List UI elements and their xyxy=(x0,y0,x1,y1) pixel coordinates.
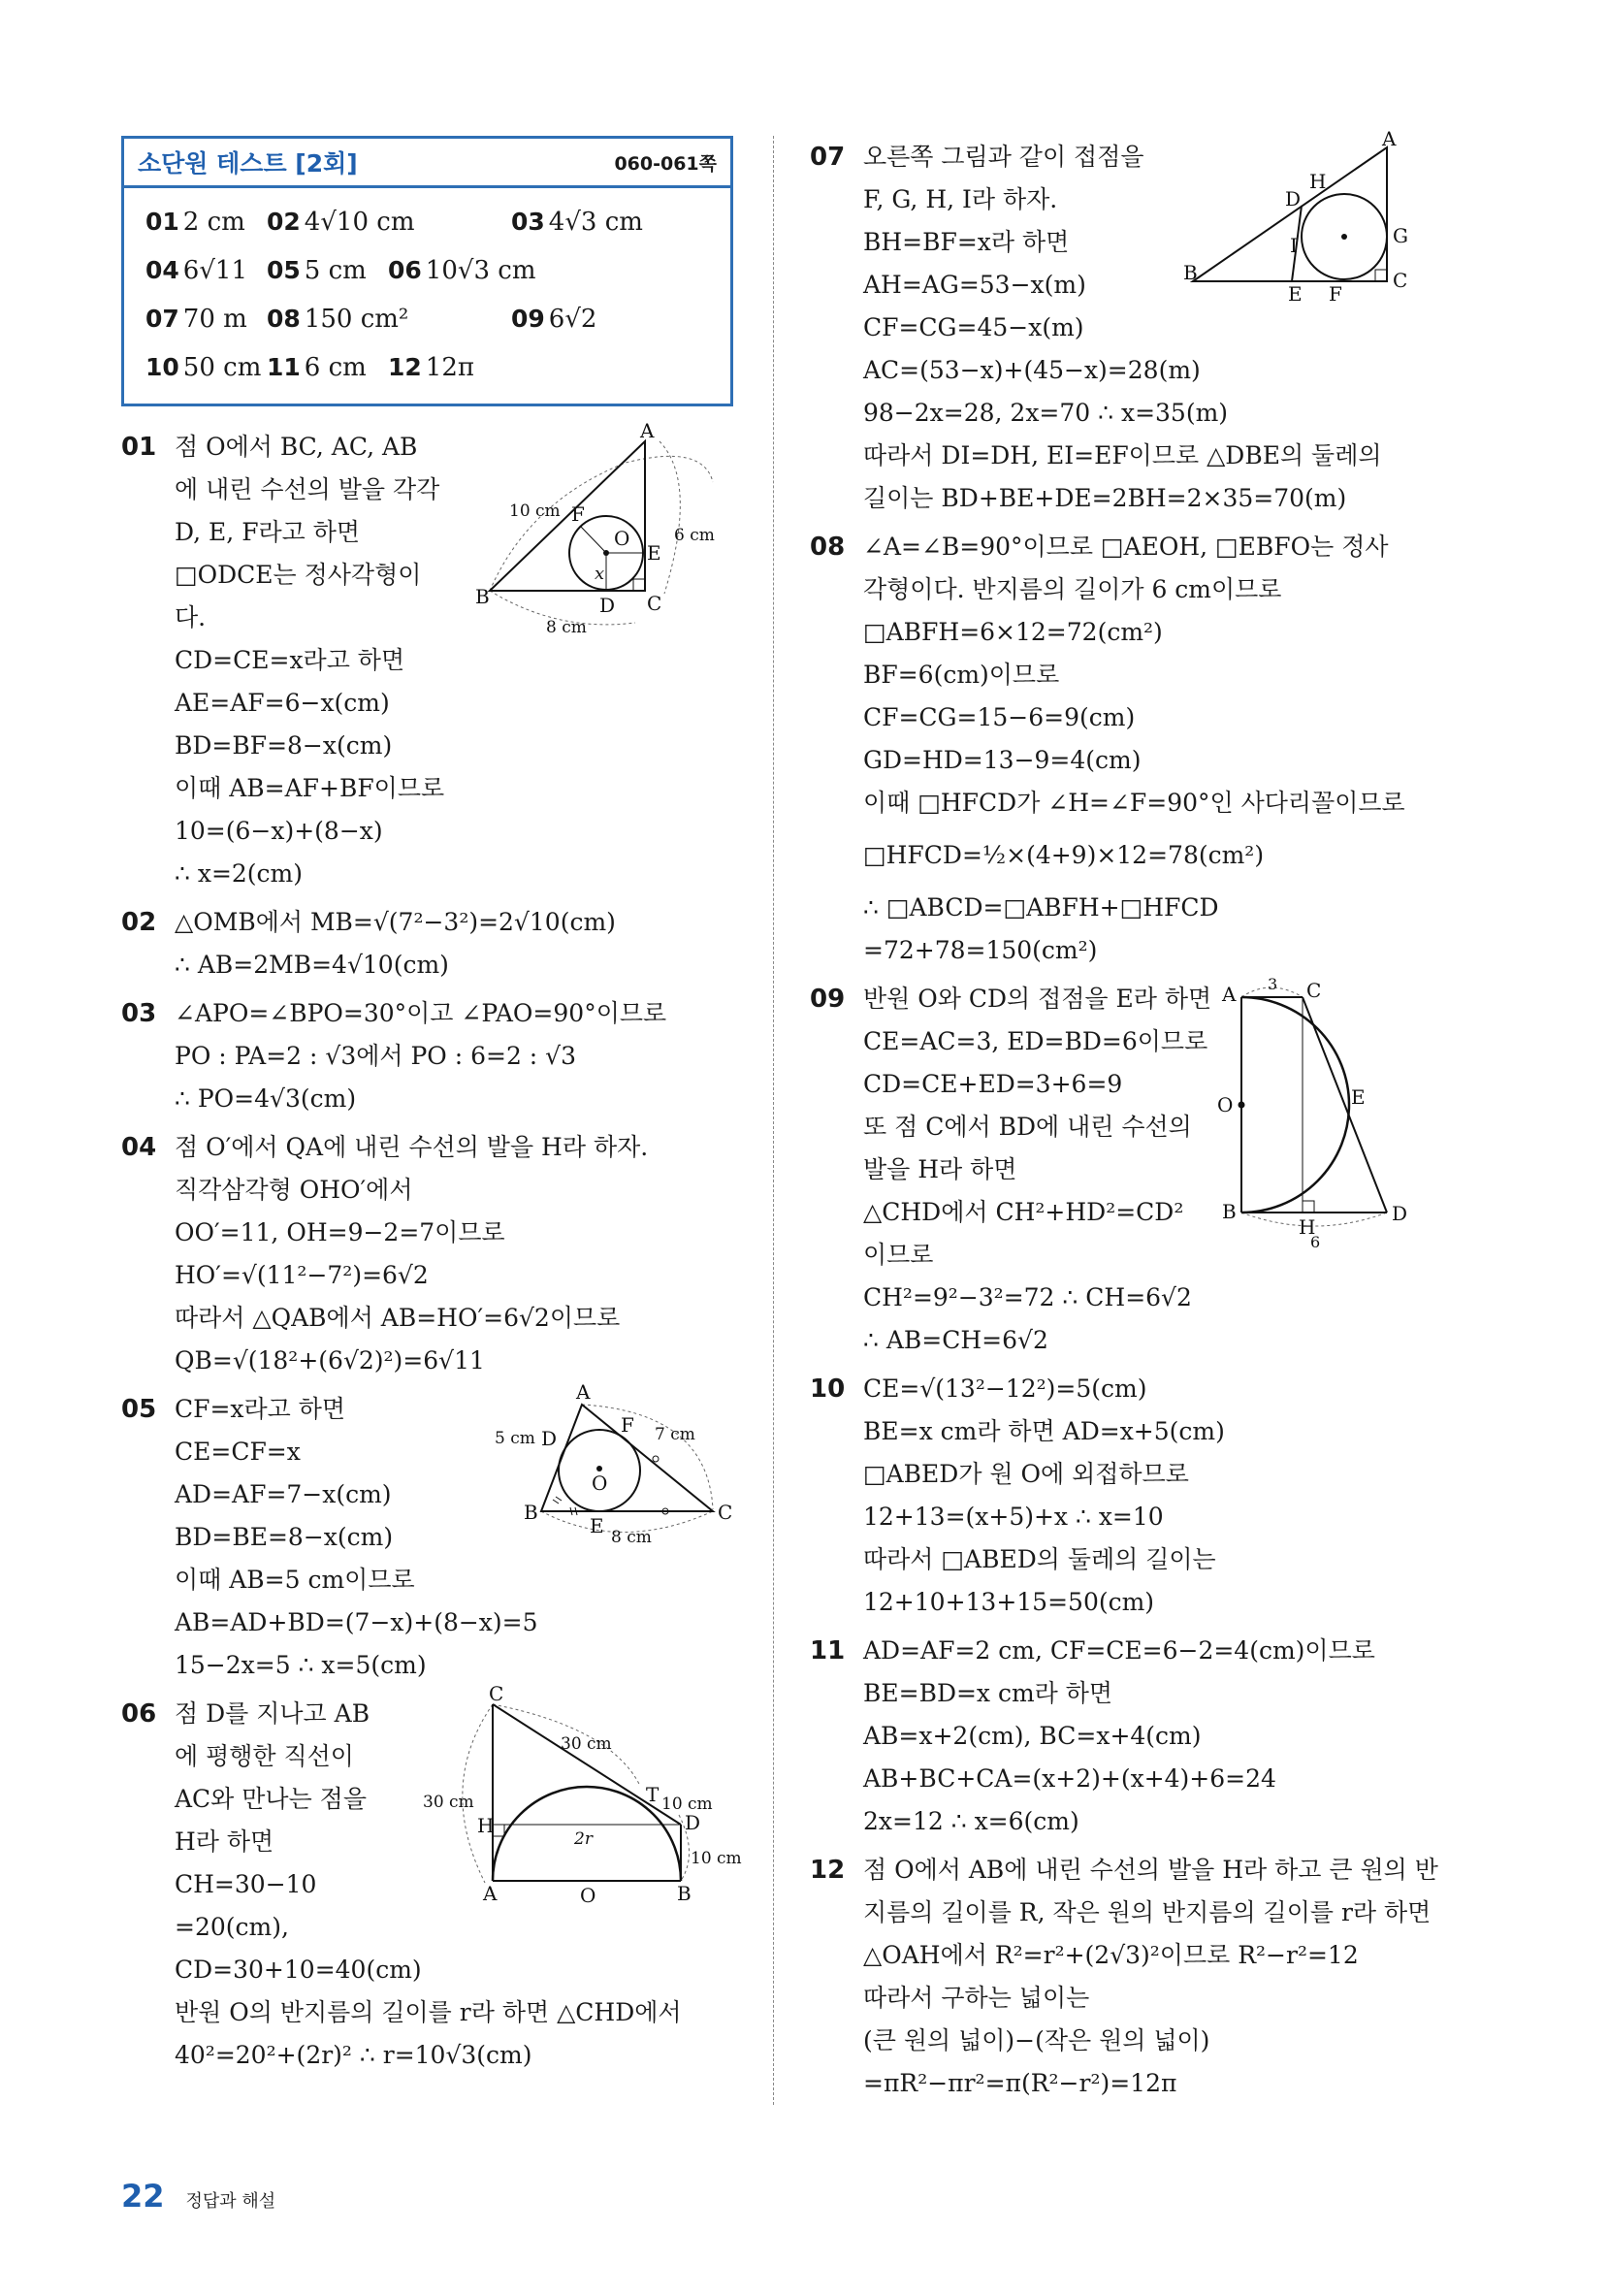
label-C: C xyxy=(1393,269,1408,292)
label-E: E xyxy=(1288,282,1303,306)
solution-line: AC=(53−x)+(45−x)=28(m) xyxy=(863,356,1201,384)
solution-line: 15−2x=5 ∴ x=5(cm) xyxy=(175,1651,427,1679)
label-C: C xyxy=(647,592,662,615)
problem-02 xyxy=(121,901,737,986)
solution-line: □ODCE는 정사각형이 xyxy=(175,561,422,589)
column-divider xyxy=(773,136,774,2105)
problem-11 xyxy=(810,1630,1435,1843)
answer-row xyxy=(145,198,717,246)
solution-line: AD=AF=2 cm, CF=CE=6−2=4(cm)이므로 xyxy=(863,1636,1375,1665)
label-F: F xyxy=(571,502,585,526)
problem-number: 09 xyxy=(810,985,846,1014)
label-B: B xyxy=(1183,261,1198,284)
solution-line: 이때 □HFCD가 ∠H=∠F=90°인 사다리꼴이므로 xyxy=(863,789,1405,817)
solution-line: 오른쪽 그림과 같이 접점을 xyxy=(863,143,1144,171)
label-ab-length: 10 cm xyxy=(509,501,561,521)
answer-row xyxy=(145,343,717,392)
label-D: D xyxy=(541,1427,558,1450)
label-E: E xyxy=(647,541,661,565)
answer-item: 07 70 m xyxy=(145,305,247,334)
solution-line: CF=x라고 하면 xyxy=(175,1395,346,1423)
solution-line: 이므로 xyxy=(863,1241,934,1269)
solution-line: F, G, H, I라 하자. xyxy=(863,185,1058,213)
problem-03 xyxy=(121,992,737,1120)
solution-line: 따라서 구하는 넓이는 xyxy=(863,1984,1090,2012)
problem-body xyxy=(863,526,1435,972)
answer-box xyxy=(121,136,733,406)
answer-grid xyxy=(124,188,730,404)
solution-line: △OMB에서 MB=√(7²−3²)=2√10(cm) xyxy=(175,908,616,936)
solution-line: OO′=11, OH=9−2=7이므로 xyxy=(175,1218,505,1246)
page-footer xyxy=(121,2178,275,2215)
answer-item: 12 12π xyxy=(388,353,474,382)
problem-05 xyxy=(121,1380,737,1687)
solution-line: =20(cm), xyxy=(175,1913,289,1941)
label-ac-length: 7 cm xyxy=(655,1425,695,1444)
label-ct-length: 30 cm xyxy=(561,1734,612,1754)
solution-line: 발을 H라 하면 xyxy=(863,1155,1017,1183)
answer-row xyxy=(145,246,717,295)
solution-line: 점 D를 지나고 AB xyxy=(175,1699,370,1728)
solution-line: BE=x cm라 하면 AD=x+5(cm) xyxy=(863,1417,1225,1445)
solution-line: ∠A=∠B=90°이므로 □AEOH, □EBFO는 정사 xyxy=(863,533,1389,561)
solution-line: ∠APO=∠BPO=30°이고 ∠PAO=90°이므로 xyxy=(175,999,667,1027)
solution-line: AE=AF=6−x(cm) xyxy=(175,689,390,717)
solution-line: □ABED가 원 O에 외접하므로 xyxy=(863,1460,1189,1488)
solution-line: CH²=9²−3²=72 ∴ CH=6√2 xyxy=(863,1283,1192,1311)
answer-box-header xyxy=(124,139,730,188)
label-A: A xyxy=(1382,127,1397,150)
solution-line: ∴ □ABCD=□ABFH+□HFCD xyxy=(863,893,1219,922)
problem-06 xyxy=(121,1682,742,2077)
solution-line: ∴ x=2(cm) xyxy=(175,859,304,888)
answer-box-title: 소단원 테스트 [2회] xyxy=(138,149,358,178)
solution-line: =πR²−πr²=π(R²−r²)=12π xyxy=(863,2069,1177,2097)
answer-row xyxy=(145,295,717,343)
answer-item: 09 6√2 xyxy=(511,305,597,334)
solution-line: 다. xyxy=(175,603,207,631)
problem-12 xyxy=(810,1849,1438,2105)
label-D: D xyxy=(599,594,616,617)
label-C: C xyxy=(718,1501,733,1524)
problem-body xyxy=(863,1368,1435,1624)
figure-01 xyxy=(470,419,737,642)
label-D: D xyxy=(1285,187,1302,210)
solution-line: AB=x+2(cm), BC=x+4(cm) xyxy=(863,1722,1202,1750)
solution-line: D, E, F라고 하면 xyxy=(175,518,361,546)
label-I: I xyxy=(1290,234,1298,257)
solution-line: □HFCD=½×(4+9)×12=78(cm²) xyxy=(863,841,1265,869)
label-O: O xyxy=(592,1471,608,1495)
problem-number: 07 xyxy=(810,143,846,172)
solution-line: BH=BF=x라 하면 xyxy=(863,228,1070,256)
label-B: B xyxy=(524,1501,538,1524)
problem-number: 10 xyxy=(810,1374,846,1404)
answer-item: 02 4√10 cm xyxy=(267,208,415,237)
problem-number: 11 xyxy=(810,1636,846,1665)
solution-line: 에 평행한 직선이 xyxy=(175,1742,354,1770)
label-H: H xyxy=(1309,170,1327,193)
answer-item: 01 2 cm xyxy=(145,208,245,237)
answer-item: 10 50 cm xyxy=(145,353,262,382)
label-x: x xyxy=(595,564,605,584)
label-E: E xyxy=(1351,1085,1366,1109)
label-bd-length: 6 xyxy=(1310,1233,1321,1251)
solution-line: 2x=12 ∴ x=6(cm) xyxy=(863,1807,1079,1835)
solution-line: AD=AF=7−x(cm) xyxy=(175,1480,392,1508)
solution-line: CD=30+10=40(cm) xyxy=(175,1956,422,1984)
label-F: F xyxy=(621,1413,634,1437)
solution-line: △OAH에서 R²=r²+(2√3)²이므로 R²−r²=12 xyxy=(863,1941,1359,1969)
left-column xyxy=(121,136,742,2077)
answer-item: 08 150 cm² xyxy=(267,305,409,334)
solution-line: CE=AC=3, ED=BD=6이므로 xyxy=(863,1027,1208,1055)
page-number: 22 xyxy=(121,2178,165,2215)
solution-line: BF=6(cm)이므로 xyxy=(863,661,1060,689)
solution-line: 따라서 DI=DH, EI=EF이므로 △DBE의 둘레의 xyxy=(863,441,1382,469)
label-D: D xyxy=(685,1811,701,1834)
label-C: C xyxy=(1306,979,1322,1002)
solution-line: 10=(6−x)+(8−x) xyxy=(175,817,383,845)
solution-line: 점 O에서 BC, AC, AB xyxy=(175,433,418,461)
problem-number: 05 xyxy=(121,1395,157,1424)
label-D: D xyxy=(1392,1202,1408,1225)
label-F: F xyxy=(1329,282,1342,306)
label-B: B xyxy=(677,1882,692,1905)
solution-line: 점 O′에서 QA에 내린 수선의 발을 H라 하자. xyxy=(175,1133,649,1161)
solution-line: 각형이다. 반지름의 길이가 6 cm이므로 xyxy=(863,575,1282,603)
solution-line: 반원 O의 반지름의 길이를 r라 하면 △CHD에서 xyxy=(175,1998,682,2026)
problem-09 xyxy=(810,975,1435,1362)
solution-line: 점 O에서 AB에 내린 수선의 발을 H라 하고 큰 원의 반 xyxy=(863,1856,1438,1884)
label-ca-length: 30 cm xyxy=(423,1793,474,1812)
solution-line: 40²=20²+(2r)² ∴ r=10√3(cm) xyxy=(175,2041,532,2069)
right-column xyxy=(810,127,1438,2105)
solution-line: 에 내린 수선의 발을 각각 xyxy=(175,475,440,503)
figure-07 xyxy=(1183,127,1421,306)
label-C: C xyxy=(489,1682,504,1705)
problem-number: 12 xyxy=(810,1856,846,1885)
solution-line: H라 하면 xyxy=(175,1827,274,1856)
problem-body xyxy=(175,992,737,1120)
label-ac-length: 6 cm xyxy=(674,526,715,545)
problem-body xyxy=(175,901,737,986)
answer-item: 05 5 cm xyxy=(267,256,367,285)
problem-04 xyxy=(121,1126,737,1382)
solution-line: 따라서 △QAB에서 AB=HO′=6√2이므로 xyxy=(175,1304,621,1332)
label-T: T xyxy=(646,1783,660,1806)
solution-line: CD=CE=x라고 하면 xyxy=(175,646,405,674)
problem-number: 03 xyxy=(121,999,157,1028)
solution-line: (큰 원의 넓이)−(작은 원의 넓이) xyxy=(863,2026,1210,2054)
label-ab-length: 5 cm xyxy=(495,1429,535,1448)
problem-number: 01 xyxy=(121,433,157,462)
answer-item: 06 10√3 cm xyxy=(388,256,536,285)
solution-line: 12+10+13+15=50(cm) xyxy=(863,1588,1155,1616)
label-db-length: 10 cm xyxy=(691,1849,742,1868)
answer-item: 04 6√11 xyxy=(145,256,247,285)
figure-06 xyxy=(417,1682,742,1907)
solution-line: BD=BE=8−x(cm) xyxy=(175,1523,394,1551)
solution-line: 이때 AB=AF+BF이므로 xyxy=(175,774,445,802)
label-bc-length: 8 cm xyxy=(611,1528,652,1547)
answer-item: 11 6 cm xyxy=(267,353,367,382)
solution-line: PO : PA=2 : √3에서 PO : 6=2 : √3 xyxy=(175,1042,577,1070)
label-H: H xyxy=(1299,1215,1316,1239)
solution-line: CD=CE+ED=3+6=9 xyxy=(863,1070,1123,1098)
solution-line: CH=30−10 xyxy=(175,1870,317,1898)
problem-number: 06 xyxy=(121,1699,157,1729)
solution-line: 직각삼각형 OHO′에서 xyxy=(175,1176,413,1204)
solution-line: BD=BF=8−x(cm) xyxy=(175,731,393,760)
solution-line: ∴ AB=2MB=4√10(cm) xyxy=(175,951,449,979)
solution-line: 지름의 길이를 R, 작은 원의 반지름의 길이를 r라 하면 xyxy=(863,1898,1432,1926)
solution-line: CF=CG=15−6=9(cm) xyxy=(863,703,1136,731)
label-B: B xyxy=(475,585,490,608)
problem-body xyxy=(863,1630,1435,1843)
problem-01 xyxy=(121,419,737,895)
solution-line: BE=BD=x cm라 하면 xyxy=(863,1679,1113,1707)
solution-line: ∴ PO=4√3(cm) xyxy=(175,1084,357,1113)
problem-07 xyxy=(810,127,1435,520)
problem-number: 04 xyxy=(121,1133,157,1162)
label-H: H xyxy=(477,1814,495,1837)
label-A: A xyxy=(483,1882,498,1905)
solution-line: 이때 AB=5 cm이므로 xyxy=(175,1566,415,1594)
label-A: A xyxy=(576,1380,591,1404)
label-bc-length: 8 cm xyxy=(546,618,587,637)
answer-box-pages: 060-061쪽 xyxy=(614,152,717,175)
figure-09 xyxy=(1217,975,1426,1251)
solution-line: AB+BC+CA=(x+2)+(x+4)+6=24 xyxy=(863,1764,1276,1793)
answer-item: 03 4√3 cm xyxy=(511,208,643,237)
problem-body xyxy=(175,1126,737,1382)
solution-line: CF=CG=45−x(m) xyxy=(863,313,1084,341)
label-ac-length: 3 xyxy=(1268,975,1278,993)
problem-number: 02 xyxy=(121,908,157,937)
label-A: A xyxy=(640,419,655,442)
problem-body xyxy=(863,1849,1438,2105)
solution-line: CE=CF=x xyxy=(175,1438,301,1466)
solution-line: 따라서 □ABED의 둘레의 길이는 xyxy=(863,1545,1216,1573)
label-B: B xyxy=(1222,1200,1237,1223)
label-O: O xyxy=(614,527,630,550)
solution-line: AB=AD+BD=(7−x)+(8−x)=5 xyxy=(175,1608,538,1636)
solution-line: 반원 O와 CD의 접점을 E라 하면 xyxy=(863,985,1212,1013)
solution-line: △CHD에서 CH²+HD²=CD² xyxy=(863,1198,1184,1226)
solution-line: AH=AG=53−x(m) xyxy=(863,271,1086,299)
solution-line: QB=√(18²+(6√2)²)=6√11 xyxy=(175,1346,485,1374)
problem-number: 08 xyxy=(810,533,846,562)
label-hd-length: 2r xyxy=(574,1829,593,1849)
label-G: G xyxy=(1393,224,1408,247)
solution-line: □ABFH=6×12=72(cm²) xyxy=(863,618,1163,646)
label-O: O xyxy=(580,1884,596,1907)
solution-line: CE=√(13²−12²)=5(cm) xyxy=(863,1374,1147,1403)
problem-10 xyxy=(810,1368,1435,1624)
solution-line: GD=HD=13−9=4(cm) xyxy=(863,746,1142,774)
label-A: A xyxy=(1222,983,1237,1006)
problem-08 xyxy=(810,526,1435,972)
label-O: O xyxy=(1217,1093,1234,1116)
solution-line: AC와 만나는 점을 xyxy=(175,1785,367,1813)
label-td-length: 10 cm xyxy=(661,1795,713,1814)
solution-line: ∴ AB=CH=6√2 xyxy=(863,1326,1048,1354)
figure-05 xyxy=(495,1380,737,1553)
label-E: E xyxy=(590,1514,604,1537)
solution-line: 길이는 BD+BE+DE=2BH=2×35=70(m) xyxy=(863,484,1347,512)
footer-label: 정답과 해설 xyxy=(185,2191,276,2212)
solution-line: 12+13=(x+5)+x ∴ x=10 xyxy=(863,1503,1164,1531)
solution-line: =72+78=150(cm²) xyxy=(863,936,1098,964)
solution-line: 98−2x=28, 2x=70 ∴ x=35(m) xyxy=(863,399,1229,427)
solution-line: HO′=√(11²−7²)=6√2 xyxy=(175,1261,429,1289)
solution-line: 또 점 C에서 BD에 내린 수선의 xyxy=(863,1113,1192,1141)
